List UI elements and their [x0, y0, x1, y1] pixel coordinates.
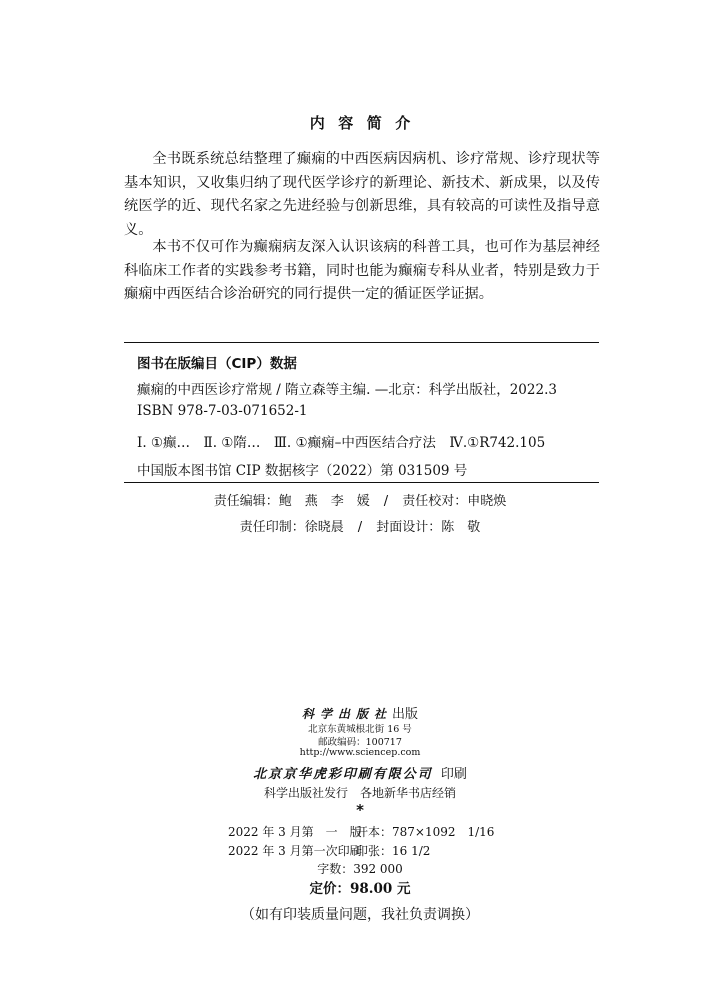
cip-line-classification: Ⅰ. ①癫… Ⅱ. ①隋… Ⅲ. ①癫痫–中西医结合疗法 Ⅳ.①R742.105 — [137, 435, 546, 451]
publisher-website: http://www.sciencep.com — [299, 747, 421, 758]
cip-heading: 图书在版编目（CIP）数据 — [137, 356, 297, 372]
word-count: 字数：392 000 — [317, 862, 403, 876]
publisher-suffix: 出版 — [392, 707, 419, 722]
credits-row-2 — [0, 516, 720, 535]
cip-top-rule — [124, 342, 599, 343]
publisher-name: 科学出版社 — [301, 707, 392, 721]
cip-bottom-rule — [124, 482, 599, 483]
print-label: 责任印制： — [239, 520, 305, 535]
printer-line — [0, 763, 720, 782]
distribution-line: 科学出版社发行 各地新华书店经销 — [263, 786, 456, 800]
edition-row — [200, 823, 600, 840]
credit-separator: / — [357, 520, 363, 535]
publisher-line — [0, 703, 720, 722]
print-date: 2022 年 3 月第一次印刷 — [228, 844, 362, 858]
summary-title: 内容简介 — [309, 114, 424, 132]
format: 开本：787×1092 1/16 — [356, 825, 495, 839]
cip-line-number: 中国版本图书馆 CIP 数据核字（2022）第 031509 号 — [137, 463, 468, 479]
cover-label: 封面设计： — [376, 520, 442, 535]
proof-name: 申晓焕 — [467, 494, 507, 509]
edition-date: 2022 年 3 月第 一 版 — [228, 825, 362, 839]
cip-line-title: 癫痫的中西医诊疗常规 / 隋立森等主编. —北京：科学出版社，2022.3 — [137, 382, 557, 398]
quality-note: （如有印装质量问题，我社负责调换） — [241, 907, 479, 923]
print-row — [200, 842, 600, 859]
summary-paragraph-2: 本书不仅可作为癫痫病友深入认识该病的科普工具，也可作为基层神经科临床工作者的实践参考书籍，同时也能为癫痫专科从业者，特别是致力于癫痫中西医结合诊治研究的同行提供一定的循证医学证据。 — [124, 239, 600, 302]
credits-row-1 — [0, 490, 720, 509]
printer-name: 北京京华虎彩印刷有限公司 — [253, 767, 433, 782]
summary-paragraph-1: 全书既系统总结整理了癫痫的中西医病因病机、诊疗常规、诊疗现状等基本知识，又收集归纳了现代医学诊疗的新理论、新技术、新成果，以及传统医学的近、现代名家之先进经验与创新思维，具有较高的可读性及指导意义。 — [124, 151, 600, 238]
printer-suffix: 印刷 — [440, 767, 467, 782]
price: 定价：98.00 元 — [309, 881, 411, 897]
print-name: 徐晓晨 — [304, 520, 344, 535]
sheets: 印张：16 1/2 — [356, 844, 431, 858]
separator-star: * — [356, 801, 364, 819]
cover-name: 陈 敬 — [441, 520, 481, 535]
editor-label: 责任编辑： — [213, 494, 279, 509]
credit-separator: / — [383, 494, 389, 509]
proof-label: 责任校对： — [402, 494, 468, 509]
editor-names: 鲍 燕 李 媛 — [278, 494, 370, 509]
cip-line-isbn: ISBN 978-7-03-071652-1 — [137, 403, 308, 419]
publisher-postcode: 邮政编码：100717 — [318, 737, 402, 748]
publisher-address: 北京东黄城根北街 16 号 — [308, 724, 412, 735]
